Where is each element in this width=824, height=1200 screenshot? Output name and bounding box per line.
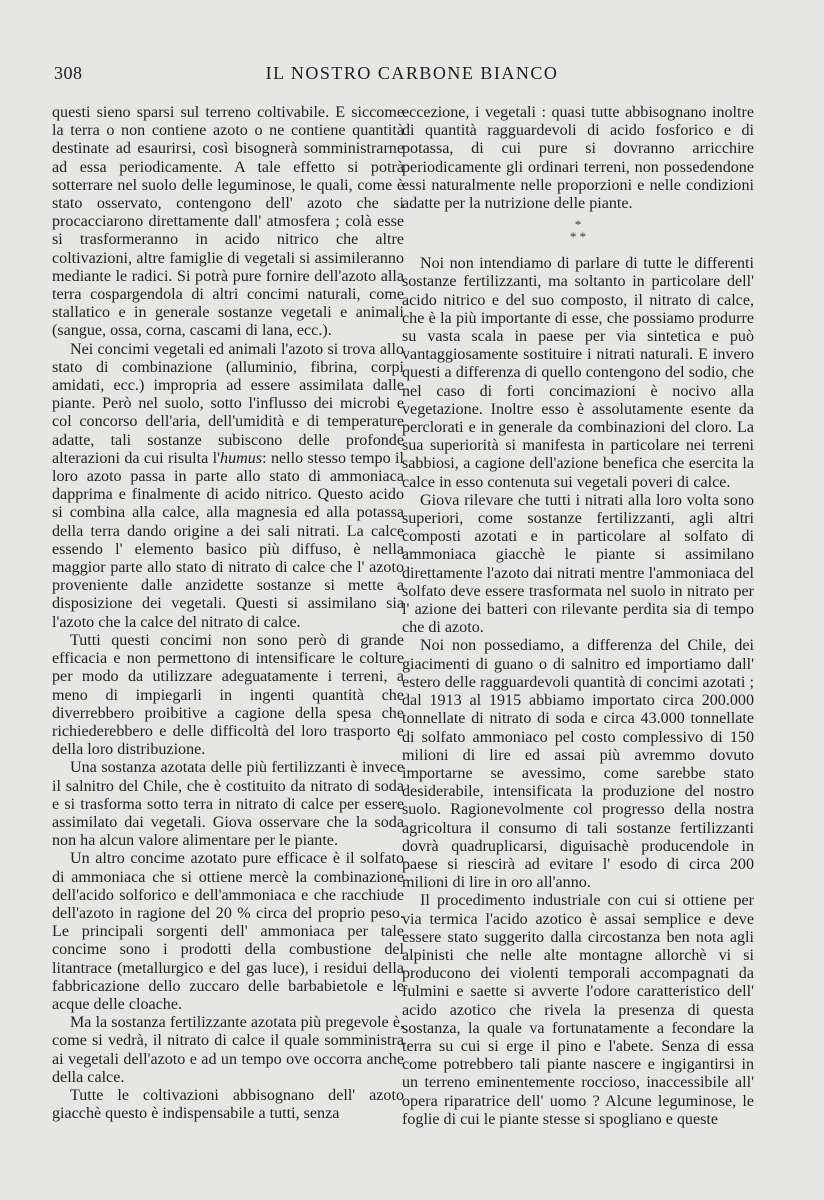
paragraph: Ma la sostanza fertilizzante azotata più pregevole è, come si vedrà, il nitrato di calce il quale somministra ai vegetali dell'azoto e ad un tempo ove occorra anche della calce. (52, 1014, 404, 1086)
paragraph-text: : nello stesso tempo il loro azoto passa in parte allo stato di ammoniaca dapprima e finalmente di acido nitrico. Questo acido si combina alla calce, alla magnesia ed alla potassa della terra dando origine a dei sali nitrati. La calce essendo l' elemento basico più diffuso, è nella maggior parte allo stato di nitrato di calce che l' azoto proveniente dalle anzidette sostanze si mette a disposizione dei vegetali. Questi si assimilano sia l'azoto che la calce del nitrato di calce. (52, 449, 404, 631)
paragraph: questi sieno sparsi sul terreno coltivabile. E siccome la terra o non contiene azoto o ne contiene quantità destinate ad esaurirsi, così bisognerà somministrarne ad essa periodicamente. A tale effetto si potrà sotterrare nel suolo delle leguminose, le quali, come è stato osservato, contengono dell' azoto che si procacciarono direttamente dall' atmosfera ; colà esse si trasformeranno in acido nitrico che altre coltivazioni, altre famiglie di vegetali si assimileranno mediante le radici. Si potrà pure fornire dell'azoto alla terra cospargendola di altri concimi naturali, come stallatico e in generale sostanze vegetali e animali (sangue, ossa, corna, cascami di lana, ecc.). (52, 104, 404, 340)
running-title: IL NOSTRO CARBONE BIANCO (265, 63, 559, 83)
paragraph (52, 341, 404, 632)
left-column (52, 104, 404, 1123)
paragraph: Un altro concime azotato pure efficace è il solfato di ammoniaca che si ottiene mercè la combinazione dell'acido solforico e dell'ammoniaca e che racchiude dell'azoto in ragione del 20 % circa del proprio peso. Le principali sorgenti dell' ammoniaca per tale concime sono i prodotti della combustione del litantrace (metallurgico e del gas luce), i residui della fabbricazione dello zuccaro delle barbabietole e le acque delle cloache. (52, 850, 404, 1013)
paragraph: Noi non intendiamo di parlare di tutte le differenti sostanze fertilizzanti, ma soltanto in particolare dell' acido nitrico e del suo composto, il nitrato di calce, che è la più importante di esse, che possiamo produrre su vasta scala in paese per via sintetica e può vantaggiosamente sostituire i nitrati naturali. E invero questi a differenza di quello contengono del sodio, che nel caso di forti concimazioni è nocivo alla vegetazione. Inoltre esso è assolutamente esente da perclorati e in generale da combinazioni del cloro. La sua superiorità si manifesta in particolare nei terreni sabbiosi, a cagione dell'azione benefica che esercita la calce in esso contenuta sui vegetali poveri di calce. (402, 255, 754, 491)
asterism-bottom: * * (569, 229, 587, 245)
paragraph: Tutti questi concimi non sono però di grande efficacia e non permettono di intensificare le colture per modo da utilizzare adeguatamente i terreni, a meno di impiegarli in ingenti quantità che diverrebbero proibitive a cagione della spesa che richiederebbero e delle difficoltà del loro trasporto e della loro distribuzione. (52, 631, 404, 759)
paragraph-text: Nei concimi vegetali ed animali l'azoto si trova allo stato di combinazione (alluminio, fibrina, corpi amidati, ecc.) impropria ad essere assimilata dalle piante. Però nel suolo, sotto l'influsso dei microbi e col concorso dell'aria, dell'umidità e di temperature adatte, tali sostanze subiscono delle profonde alterazioni da cui risulta l' (52, 340, 404, 467)
paragraph: Tutte le coltivazioni abbisognano dell' azoto giacchè questo è indispensabile a tutti, senza (52, 1086, 404, 1123)
paragraph: Il procedimento industriale con cui si ottiene per via termica l'acido azotico è assai semplice e deve essere stato suggerito dalla circostanza ben nota agli alpinisti che nelle alte montagne allorchè vi si producono dei violenti temporali accompagnati da fulmini e saette si avverte l'odore caratteristico dell' acido azotico che rivela la presenza di questa sostanza, la quale va fortunatamente a fecondare la terra su cui si erge il pino e l'abete. Senza di essa come potrebbero tali piante nascere e ingigantirsi in un terreno eminentemente roccioso, inaccessibile all' opera riparatrice dell' uomo ? Alcune leguminose, le foglie di cui le piante stesse si spogliano e queste (402, 892, 754, 1128)
page-number: 308 (54, 63, 83, 83)
page-header (0, 63, 824, 89)
section-break-asterism (402, 219, 754, 243)
paragraph: eccezione, i vegetali : quasi tutte abbisognano inoltre di quantità ragguardevoli di acido fosforico e di potassa, di cui pure si dovranno arricchire periodicamente gli ordinari terreni, non possedendone essi naturalmente nelle proporzioni e nelle condizioni adatte per la nutrizione delle piante. (402, 104, 754, 213)
asterism-top: * (574, 217, 582, 233)
right-column (402, 104, 754, 1129)
humus-italic: humus (220, 449, 263, 467)
paragraph: Noi non possediamo, a differenza del Chile, dei giacimenti di guano o di salnitro ed importiamo dall' estero delle ragguardevoli quantità di concimi azotati ; dal 1913 al 1915 abbiamo importato circa 200.000 tonnellate di nitrato di soda e circa 43.000 tonnellate di solfato ammoniaco pel costo complessivo di 150 milioni di lire ed assai più avremmo dovuto importarne se avessimo, come sarebbe stato desiderabile, intensificata la produzione del nostro suolo. Ragionevolmente col progresso della nostra agricoltura il consumo di tali sostanze fertilizzanti dovrà quadruplicarsi, diguisachè producendole in paese si riescirà ad evitare l' esodo di circa 200 milioni di lire in oro all'anno. (402, 637, 754, 892)
paragraph: Una sostanza azotata delle più fertilizzanti è invece il salnitro del Chile, che è costituito da nitrato di soda e si trasforma sotto terra in nitrato di calce per essere assimilato dai vegetali. Giova osservare che la soda non ha alcun valore alimentare per le piante. (52, 759, 404, 850)
paragraph: Giova rilevare che tutti i nitrati alla loro volta sono superiori, come sostanze fertilizzanti, agli altri composti azotati e in particolare al solfato di ammoniaca giacchè le piante si assimilano direttamente l'azoto dai nitrati mentre l'ammoniaca del solfato deve essere trasformata nel suolo in nitrato per l' azione dei batteri con rilevante perdita sia di tempo che di azoto. (402, 491, 754, 637)
